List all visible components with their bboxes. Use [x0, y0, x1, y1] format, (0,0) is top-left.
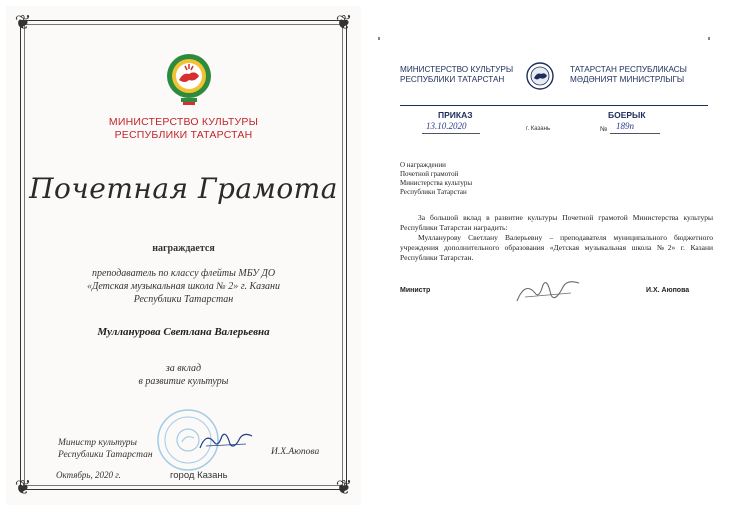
- ornament-corner-icon: ❦: [335, 12, 353, 34]
- order-kind-tt: БОЕРЫК: [608, 110, 646, 120]
- order-header-tt-line: МӘДӘНИЯТ МИНИСТРЛЫГЫ: [570, 75, 685, 84]
- ornament-corner-icon: ❦: [14, 477, 32, 499]
- award-reason: [6, 362, 361, 388]
- certificate-title: Почетная Грамота: [29, 172, 338, 205]
- header-divider: [400, 105, 708, 106]
- order-place: г. Казань: [526, 126, 551, 132]
- signer-name: И.Х.Аюпова: [271, 447, 320, 457]
- order-subject-line: Республики Татарстан: [400, 188, 467, 196]
- recipient-description-line: Республики Татарстан: [133, 294, 234, 305]
- ministry-name-line2: РЕСПУБЛИКИ ТАТАРСТАН: [114, 129, 253, 141]
- award-reason-line: за вклад: [165, 363, 202, 374]
- certificate-page: [6, 6, 361, 505]
- order-header-tt-line: ТАТАРСТАН РЕСПУБЛИКАСЫ: [570, 65, 687, 74]
- recipient-description: [6, 267, 361, 306]
- order-subject-line: Министерства культуры: [400, 179, 473, 187]
- order-number-prefix: №: [600, 126, 608, 133]
- ornament-corner-icon: ❦: [335, 477, 353, 499]
- scan-mark: [378, 37, 380, 40]
- order-header-ru-line: РЕСПУБЛИКИ ТАТАРСТАН: [400, 75, 505, 84]
- awarded-label: награждается: [152, 243, 215, 254]
- order-subject: [400, 161, 472, 197]
- order-subject-line: Почетной грамотой: [400, 170, 459, 178]
- award-reason-line: в развитие культуры: [138, 376, 229, 387]
- recipient-description-line: преподаватель по классу флейты МБУ ДО: [91, 268, 276, 279]
- order-signer-title: Министр: [400, 287, 431, 294]
- signer-title: [58, 437, 153, 461]
- recipient-description-line: «Детская музыкальная школа № 2» г. Казани: [87, 281, 280, 292]
- signer-title-line: Министр культуры: [58, 438, 137, 448]
- ornament-corner-icon: ❦: [14, 12, 32, 34]
- signature-icon: [513, 275, 583, 309]
- tatarstan-emblem-icon: [165, 52, 213, 108]
- number-underline: [610, 133, 660, 134]
- order-signer-name: И.Х. Аюпова: [646, 287, 690, 294]
- order-page: [378, 25, 730, 495]
- order-body-paragraph: Мулланурову Светлану Валерьевну – преподавателя муниципального бюджетного учреждения дополнительного образования «Детская музыкальная школа №2» г. Казани Республики Татарстан.: [400, 233, 713, 262]
- recipient-name: Мулланурова Светлана Валерьевна: [97, 326, 270, 338]
- scan-mark: [708, 37, 710, 40]
- ministry-name-line1: МИНИСТЕРСТВО КУЛЬТУРЫ: [108, 116, 259, 128]
- signer-title-line: Республики Татарстан: [58, 450, 153, 460]
- order-number: 189п: [616, 121, 634, 131]
- signature-icon: [196, 428, 256, 454]
- order-subject-line: О награждении: [400, 161, 446, 169]
- order-body-paragraph: За большой вклад в развитие культуры Почетной грамотой Министерства культуры Республики Татарстан наградить:: [400, 213, 713, 232]
- date-underline: [422, 133, 480, 134]
- tatarstan-emblem-icon: [525, 61, 555, 91]
- certificate-city: город Казань: [170, 470, 228, 481]
- order-header-ru-line: МИНИСТЕРСТВО КУЛЬТУРЫ: [400, 65, 514, 74]
- order-kind-ru: ПРИКАЗ: [438, 110, 473, 120]
- order-header-tt: [570, 65, 687, 85]
- order-body: [400, 213, 713, 263]
- order-date: 13.10.2020: [426, 121, 467, 131]
- certificate-date: Октябрь, 2020 г.: [56, 470, 121, 480]
- order-header-ru: [400, 65, 513, 85]
